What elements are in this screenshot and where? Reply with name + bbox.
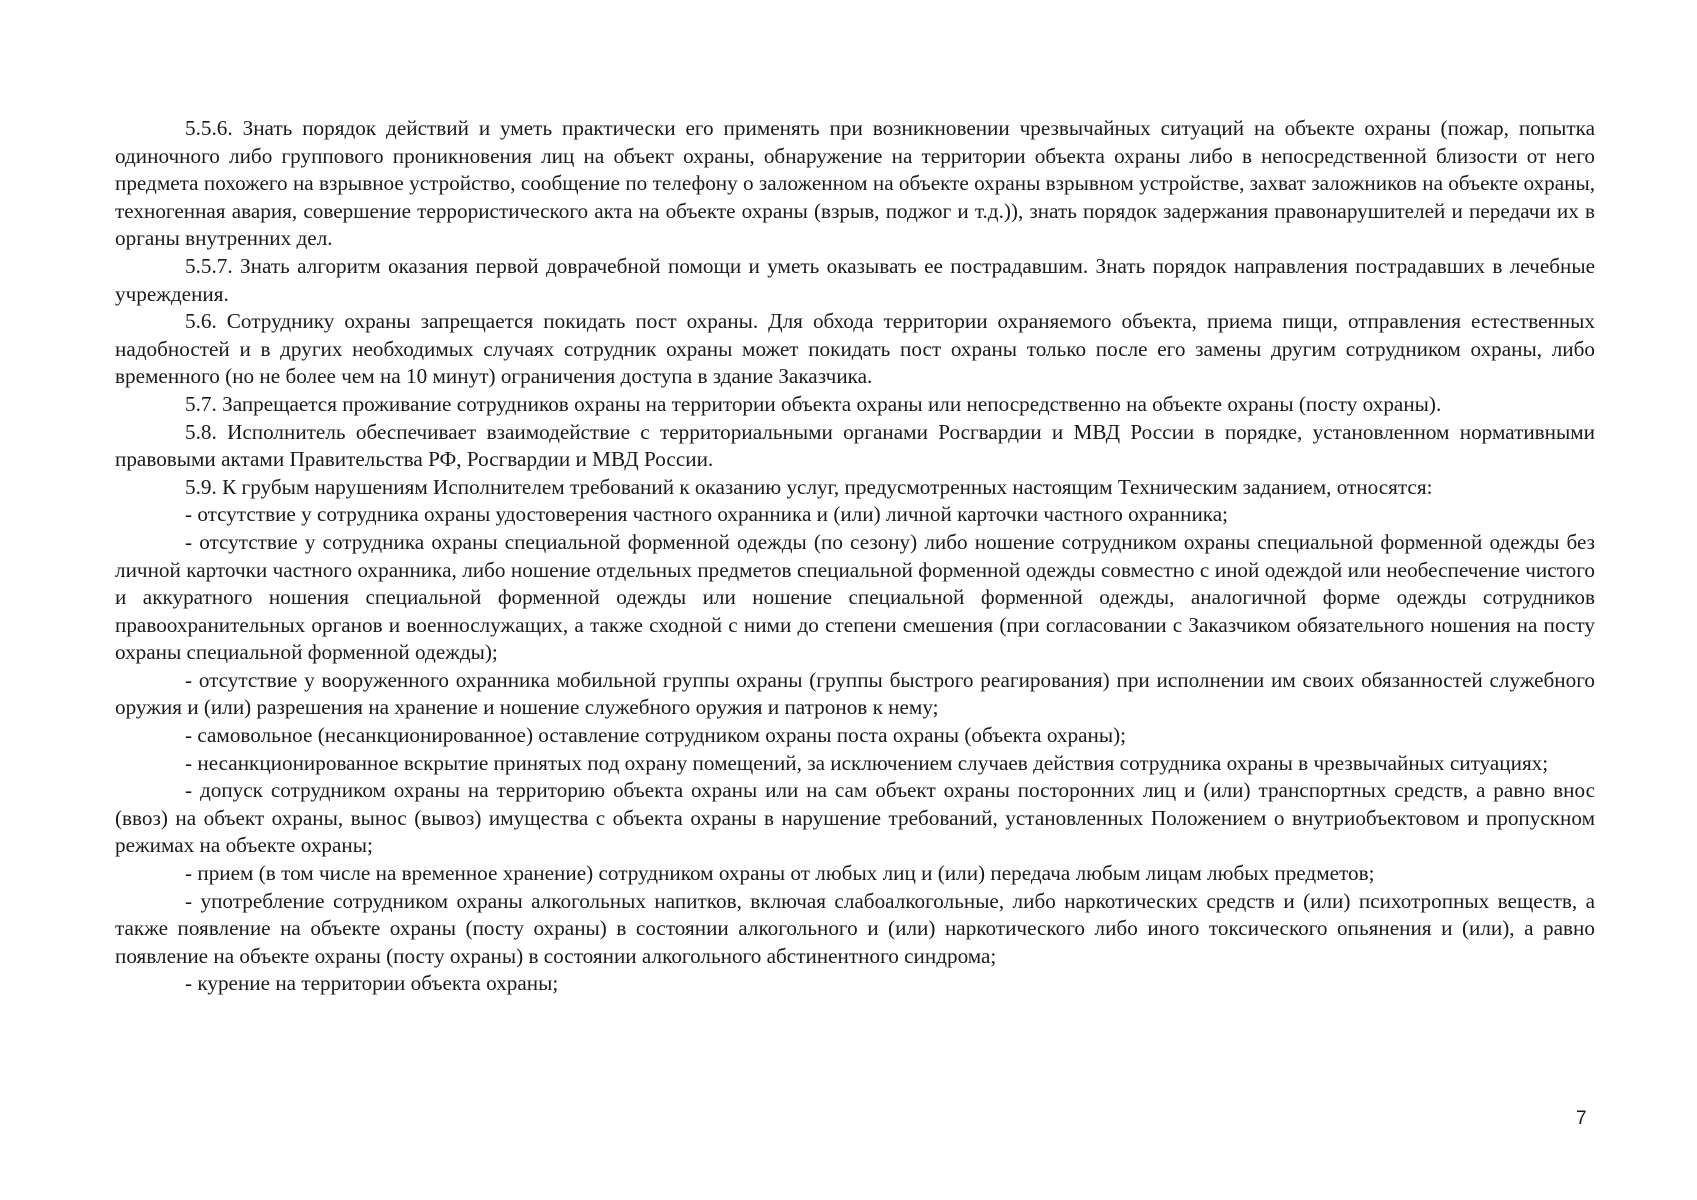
list-item: - курение на территории объекта охраны; [185,971,559,996]
paragraph-5-6: 5.6. Сотруднику охраны запрещается покидать пост охраны. Для обхода территории охраняемого объекта, приема пищи, отправления естественных надобностей и в других необходимых случаях сотрудник охраны может покидать пост охраны только после его замены другим сотрудником охраны, либо временного (но не более чем на 10 минут) ограничения доступа в здание Заказчика. [115,309,1595,389]
paragraph-5-7: 5.7. Запрещается проживание сотрудников охраны на территории объекта охраны или непосредственно на объекте охраны (посту охраны). [185,391,1442,416]
list-item: - прием (в том числе на временное хранение) сотрудником охраны от любых лиц и (или) передача любым лицам любых предметов; [185,861,1375,886]
list-item: - самовольное (несанкционированное) оставление сотрудником охраны поста охраны (объекта охраны); [185,723,1127,748]
list-item: - отсутствие у сотрудника охраны удостоверения частного охранника и (или) личной карточки частного охранника; [185,502,1229,527]
document-body [115,115,1595,998]
paragraph-5-5-6: 5.5.6. Знать порядок действий и уметь практически его применять при возникновении чрезвычайных ситуаций на объекте охраны (пожар, попытка одиночного либо группового проникновения лиц на объект охраны, обнаружение на территории объекта охраны либо в непосредственной близости от него предмета похожего на взрывное устройство, сообщение по телефону о заложенном на объекте охраны взрывном устройстве, захват заложников на объекте охраны, техногенная авария, совершение террористического акта на объекте охраны (взрыв, поджог и т.д.)), знать порядок задержания правонарушителей и передачи их в органы внутренних дел. [115,116,1595,251]
page-number: 7 [1576,1108,1587,1129]
list-item: - несанкционированное вскрытие принятых под охрану помещений, за исключением случаев действия сотрудника охраны в чрезвычайных ситуациях; [185,750,1549,775]
list-item: - употребление сотрудником охраны алкогольных напитков, включая слабоалкогольные, либо наркотических средств и (или) психотропных веществ, а также появление на объекте охраны (посту охраны) в состоянии алкогольного и (или) наркотического либо иного токсического опьянения и (или), а равно появление на объекте охраны (посту охраны) в состоянии алкогольного абстинентного синдрома; [115,888,1595,968]
paragraph-5-9: 5.9. К грубым нарушениям Исполнителем требований к оказанию услуг, предусмотренных настоящим Техническим заданием, относятся: [185,474,1433,499]
list-item: - отсутствие у вооруженного охранника мобильной группы охраны (группы быстрого реагирования) при исполнении им своих обязанностей служебного оружия и (или) разрешения на хранение и ношение служебного оружия и патронов к нему; [115,667,1595,720]
list-item: - отсутствие у сотрудника охраны специальной форменной одежды (по сезону) либо ношение сотрудником охраны специальной форменной одежды без личной карточки частного охранника, либо ношение отдельных предметов специальной форменной одежды совместно с иной одеждой или необеспечение чистого и аккуратного ношения специальной форменной одежды или ношение специальной форменной одежды, аналогичной форме одежды сотрудников правоохранительных органов и военнослужащих, а также сходной с ними до степени смешения (при согласовании с Заказчиком обязательного ношения на посту охраны специальной форменной одежды); [115,529,1595,665]
paragraph-5-5-7: 5.5.7. Знать алгоритм оказания первой доврачебной помощи и уметь оказывать ее пострадавшим. Знать порядок направления пострадавших в лечебные учреждения. [115,253,1595,306]
paragraph-5-8: 5.8. Исполнитель обеспечивает взаимодействие с территориальными органами Росгвардии и МВД России в порядке, установленном нормативными правовыми актами Правительства РФ, Росгвардии и МВД России. [115,419,1595,472]
list-item: - допуск сотрудником охраны на территорию объекта охраны или на сам объект охраны посторонних лиц и (или) транспортных средств, а равно внос (ввоз) на объект охраны, вынос (вывоз) имущества с объекта охраны в нарушение требований, установленных Положением о внутриобъектовом и пропускном режимах на объекте охраны; [115,778,1595,858]
